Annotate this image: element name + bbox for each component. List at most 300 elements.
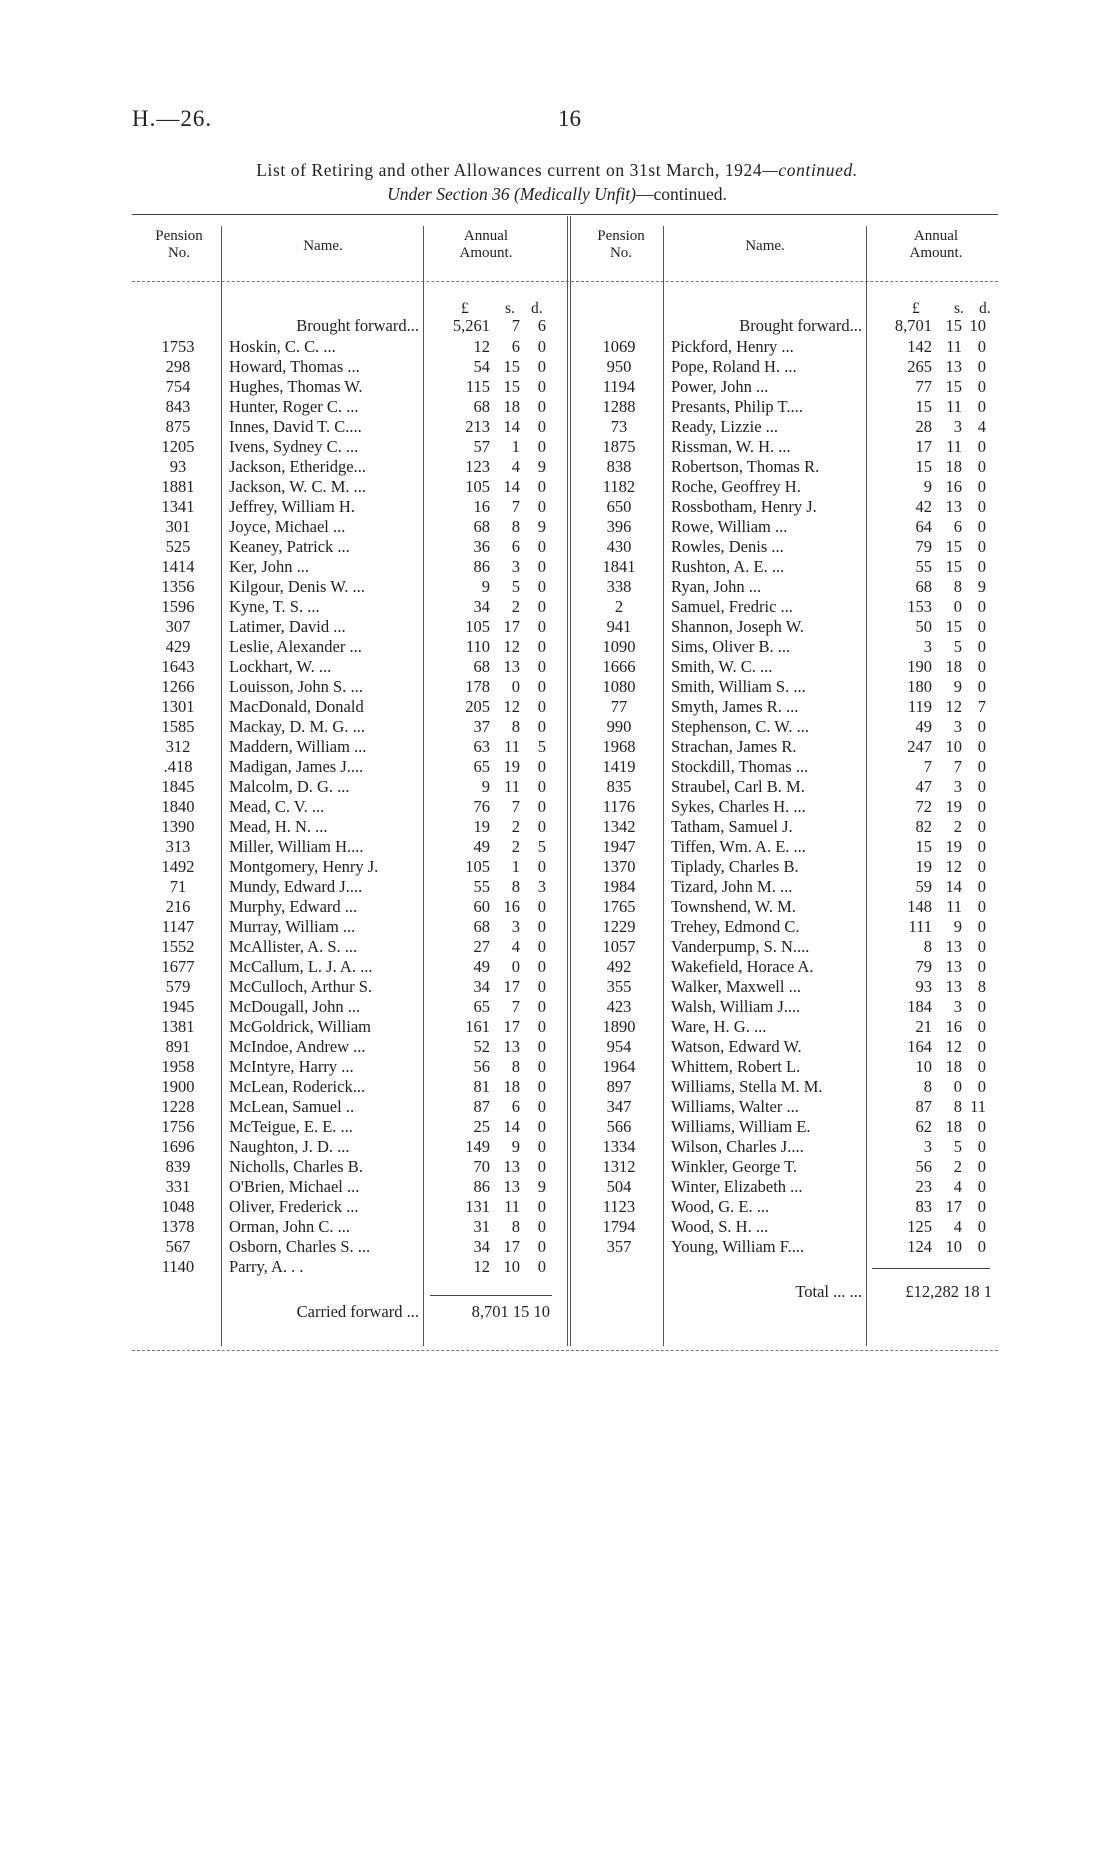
left-shillings-header: s. (505, 300, 515, 317)
amount-pence: 0 (537, 937, 546, 956)
amount-pounds: 119 (907, 697, 932, 716)
pensioner-name: Ware, H. G. ... (671, 1017, 767, 1036)
amount-pounds: 68 (473, 917, 490, 936)
pension-no: 1229 (602, 917, 636, 936)
amount-pence: 9 (537, 457, 546, 476)
amount-pounds: 34 (473, 597, 490, 616)
pensioner-name: Oliver, Frederick ... (229, 1197, 359, 1216)
right-table-row (0, 1077, 1114, 1097)
amount-pounds: 161 (465, 1017, 490, 1036)
pension-no: 1419 (602, 757, 636, 776)
amount-pence: 0 (977, 1157, 986, 1176)
right-table-row (0, 337, 1114, 357)
pensioner-name: McLean, Samuel .. (229, 1097, 355, 1116)
amount-pence: 0 (537, 557, 546, 576)
pension-no: 1968 (602, 737, 636, 756)
pensioner-name: Williams, Stella M. M. (671, 1077, 823, 1096)
pensioner-name: Samuel, Fredric ... (671, 597, 793, 616)
amount-shillings: 7 (511, 797, 520, 816)
amount-pence: 0 (537, 1217, 546, 1236)
amount-pounds: 31 (473, 1217, 490, 1236)
amount-pounds: 105 (465, 477, 490, 496)
amount-pounds: 105 (465, 617, 490, 636)
pension-no: 1341 (161, 497, 195, 516)
pensioner-name: Maddern, William ... (229, 737, 367, 756)
pension-no: 1964 (602, 1057, 636, 1076)
amount-pounds: 68 (473, 657, 490, 676)
amount-pence: 0 (537, 717, 546, 736)
amount-pence: 0 (977, 797, 986, 816)
left-brought-forward-pence: 6 (537, 316, 546, 335)
pensioner-name: Vanderpump, S. N.... (671, 937, 810, 956)
amount-pence: 3 (537, 877, 546, 896)
right-table-row (0, 957, 1114, 977)
amount-pence: 0 (537, 617, 546, 636)
pension-no: 347 (606, 1097, 632, 1116)
pension-no: 950 (606, 357, 632, 376)
pension-no: 1900 (161, 1077, 195, 1096)
pensioner-name: Nicholls, Charles B. (229, 1157, 363, 1176)
amount-pence: 0 (977, 717, 986, 736)
amount-shillings: 4 (953, 1177, 962, 1196)
amount-pounds: 56 (473, 1057, 490, 1076)
amount-shillings: 15 (503, 357, 520, 376)
pension-no: 492 (606, 957, 632, 976)
pension-no: 1176 (602, 797, 636, 816)
pensioner-name: Mundy, Edward J.... (229, 877, 363, 896)
amount-pounds: 142 (907, 337, 932, 356)
amount-shillings: 12 (945, 1037, 962, 1056)
amount-pence: 0 (977, 1177, 986, 1196)
amount-pence: 0 (537, 1077, 546, 1096)
amount-shillings: 12 (945, 857, 962, 876)
right-table-row (0, 1057, 1114, 1077)
amount-pounds: 15 (915, 457, 932, 476)
right-table-row (0, 1017, 1114, 1037)
amount-shillings: 11 (504, 737, 520, 756)
amount-pounds: 83 (915, 1197, 932, 1216)
amount-shillings: 0 (511, 957, 520, 976)
right-table-row (0, 877, 1114, 897)
pension-no: 1381 (161, 1017, 195, 1036)
pensioner-name: Shannon, Joseph W. (671, 617, 804, 636)
pension-no: 1643 (161, 657, 195, 676)
amount-shillings: 12 (945, 697, 962, 716)
pension-no: 1266 (161, 677, 195, 696)
pensioner-name: Howard, Thomas ... (229, 357, 360, 376)
amount-pence: 7 (977, 697, 986, 716)
amount-pence: 0 (537, 437, 546, 456)
pension-no: 754 (165, 377, 191, 396)
pension-no: .418 (163, 757, 193, 776)
amount-shillings: 16 (503, 897, 520, 916)
total-label: Total ... ... (795, 1282, 862, 1301)
pension-no: 1048 (161, 1197, 195, 1216)
amount-shillings: 2 (511, 837, 520, 856)
title-continued: —continued. (762, 160, 858, 180)
pension-no: 307 (165, 617, 191, 636)
pensioner-name: Malcolm, D. G. ... (229, 777, 350, 796)
pensioner-name: Murphy, Edward ... (229, 897, 358, 916)
amount-pounds: 205 (465, 697, 490, 716)
amount-pence: 0 (537, 497, 546, 516)
amount-pounds: 37 (473, 717, 490, 736)
pension-no: 73 (610, 417, 628, 436)
pensioner-name: Trehey, Edmond C. (671, 917, 800, 936)
pension-no: 1552 (161, 937, 195, 956)
pensioner-name: Leslie, Alexander ... (229, 637, 362, 656)
amount-pence: 0 (537, 477, 546, 496)
amount-shillings: 13 (945, 357, 962, 376)
total-amount: £12,282 18 1 (905, 1282, 992, 1301)
amount-shillings: 16 (945, 477, 962, 496)
pension-no: 1845 (161, 777, 195, 796)
left-name-header: Name. (303, 238, 343, 254)
pensioner-name: Townshend, W. M. (671, 897, 796, 916)
right-table-row (0, 717, 1114, 737)
amount-pence: 0 (977, 537, 986, 556)
amount-pounds: 76 (473, 797, 490, 816)
right-table-row (0, 1197, 1114, 1217)
pension-no: 1753 (161, 337, 195, 356)
pensioner-name: Watson, Edward W. (671, 1037, 802, 1056)
amount-pounds: 68 (915, 577, 932, 596)
amount-pence: 8 (977, 977, 986, 996)
amount-shillings: 11 (504, 1197, 520, 1216)
pensioner-name: Hunter, Roger C. ... (229, 397, 359, 416)
pensioner-name: McAllister, A. S. ... (229, 937, 358, 956)
pension-no: 1123 (602, 1197, 636, 1216)
amount-pence: 0 (977, 1137, 986, 1156)
amount-shillings: 3 (953, 417, 962, 436)
amount-shillings: 12 (503, 637, 520, 656)
amount-pence: 0 (977, 337, 986, 356)
pensioner-name: McDougall, John ... (229, 997, 361, 1016)
pension-no: 338 (606, 577, 632, 596)
amount-shillings: 7 (511, 497, 520, 516)
pensioner-name: Jackson, Etheridge... (229, 457, 367, 476)
amount-shillings: 10 (945, 1237, 962, 1256)
amount-pounds: 9 (923, 477, 932, 496)
amount-pounds: 47 (915, 777, 932, 796)
amount-pounds: 36 (473, 537, 490, 556)
amount-shillings: 2 (953, 1157, 962, 1176)
amount-pence: 9 (537, 517, 546, 536)
amount-shillings: 6 (511, 1097, 520, 1116)
amount-pounds: 190 (907, 657, 932, 676)
pensioner-name: Williams, William E. (671, 1117, 811, 1136)
pensioner-name: Pope, Roland H. ... (671, 357, 797, 376)
right-table-row (0, 917, 1114, 937)
right-table-row (0, 457, 1114, 477)
amount-shillings: 18 (945, 657, 962, 676)
amount-shillings: 3 (953, 777, 962, 796)
amount-shillings: 4 (511, 457, 520, 476)
amount-pounds: 68 (473, 397, 490, 416)
amount-pounds: 17 (915, 437, 932, 456)
amount-shillings: 10 (945, 737, 962, 756)
amount-pounds: 148 (907, 897, 932, 916)
right-table-row (0, 777, 1114, 797)
pension-no: 93 (169, 457, 187, 476)
pensioner-name: Murray, William ... (229, 917, 356, 936)
pensioner-name: Presants, Philip T.... (671, 397, 803, 416)
amount-pounds: 149 (465, 1137, 490, 1156)
amount-pounds: 59 (915, 877, 932, 896)
amount-shillings: 13 (503, 1177, 520, 1196)
pension-no: 331 (165, 1177, 191, 1196)
pensioner-name: Orman, John C. ... (229, 1217, 350, 1236)
amount-pence: 0 (977, 937, 986, 956)
pensioner-name: Tizard, John M. ... (671, 877, 793, 896)
subtitle-section: Under Section 36 (Medically Unfit) (387, 184, 636, 204)
amount-pounds: 86 (473, 1177, 490, 1196)
right-table-row (0, 757, 1114, 777)
amount-pounds: 81 (473, 1077, 490, 1096)
pensioner-name: Rushton, A. E. ... (671, 557, 785, 576)
pensioner-name: Latimer, David ... (229, 617, 346, 636)
amount-pence: 5 (537, 837, 546, 856)
amount-shillings: 6 (953, 517, 962, 536)
amount-shillings: 11 (504, 777, 520, 796)
amount-pounds: 87 (473, 1097, 490, 1116)
pension-no: 1312 (602, 1157, 636, 1176)
amount-pence: 0 (537, 1157, 546, 1176)
amount-shillings: 13 (945, 957, 962, 976)
pension-no: 1140 (161, 1257, 195, 1276)
pension-no: 1875 (602, 437, 636, 456)
amount-shillings: 18 (503, 397, 520, 416)
right-brought-forward-shillings: 15 (945, 316, 962, 335)
pension-no: 1182 (602, 477, 636, 496)
right-table-row (0, 1177, 1114, 1197)
amount-pounds: 28 (915, 417, 932, 436)
amount-pounds: 3 (923, 637, 932, 656)
amount-shillings: 9 (953, 677, 962, 696)
right-table-row (0, 817, 1114, 837)
pensioner-name: Ivens, Sydney C. ... (229, 437, 359, 456)
amount-pence: 0 (977, 877, 986, 896)
amount-shillings: 8 (953, 1097, 962, 1116)
amount-pence: 0 (977, 597, 986, 616)
pension-no: 71 (169, 877, 187, 896)
right-total-overline (872, 1268, 990, 1269)
amount-shillings: 11 (946, 337, 962, 356)
right-brought-forward-pence: 10 (969, 316, 986, 335)
amount-pounds: 79 (915, 537, 932, 556)
amount-pence: 0 (537, 757, 546, 776)
amount-shillings: 13 (945, 977, 962, 996)
amount-shillings: 3 (953, 997, 962, 1016)
pension-no: 579 (165, 977, 191, 996)
pensioner-name: Smith, W. C. ... (671, 657, 773, 676)
pensioner-name: Jeffrey, William H. (229, 497, 355, 516)
pensioner-name: Mackay, D. M. G. ... (229, 717, 365, 736)
right-table-row (0, 477, 1114, 497)
amount-pence: 0 (977, 437, 986, 456)
amount-pounds: 57 (473, 437, 490, 456)
amount-shillings: 19 (945, 837, 962, 856)
right-table-row (0, 517, 1114, 537)
right-table-row (0, 997, 1114, 1017)
right-pounds-header: £ (912, 300, 920, 317)
pensioner-name: Smith, William S. ... (671, 677, 806, 696)
pensioner-name: Montgomery, Henry J. (229, 857, 379, 876)
amount-shillings: 8 (511, 1217, 520, 1236)
amount-shillings: 13 (503, 1157, 520, 1176)
amount-shillings: 5 (511, 577, 520, 596)
right-brought-forward-label: Brought forward... (739, 316, 862, 335)
pension-no: 313 (165, 837, 191, 856)
right-table-row (0, 1137, 1114, 1157)
pension-no: 357 (606, 1237, 632, 1256)
amount-pence: 0 (977, 857, 986, 876)
amount-shillings: 8 (511, 717, 520, 736)
pension-no: 312 (165, 737, 191, 756)
pensioner-name: Ker, John ... (229, 557, 309, 576)
table-top-rule (132, 214, 998, 215)
pensioner-name: Lockhart, W. ... (229, 657, 332, 676)
pension-no: 77 (610, 697, 628, 716)
amount-pence: 0 (977, 1037, 986, 1056)
pensioner-name: Innes, David T. C.... (229, 417, 362, 436)
amount-pence: 0 (537, 1017, 546, 1036)
amount-pounds: 82 (915, 817, 932, 836)
amount-pounds: 115 (465, 377, 490, 396)
pensioner-name: Whittem, Robert L. (671, 1057, 801, 1076)
pensioner-name: Tatham, Samuel J. (671, 817, 793, 836)
amount-shillings: 17 (945, 1197, 962, 1216)
right-table-row (0, 977, 1114, 997)
pension-no: 1057 (602, 937, 636, 956)
amount-pounds: 70 (473, 1157, 490, 1176)
amount-pence: 0 (977, 397, 986, 416)
amount-pence: 0 (977, 1077, 986, 1096)
amount-shillings: 8 (953, 577, 962, 596)
pension-no: 566 (606, 1117, 632, 1136)
right-table-row (0, 417, 1114, 437)
pension-no: 1194 (602, 377, 636, 396)
amount-pence: 0 (537, 577, 546, 596)
amount-pence: 0 (977, 817, 986, 836)
pension-no: 525 (165, 537, 191, 556)
amount-pounds: 8 (923, 937, 932, 956)
amount-pounds: 65 (473, 757, 490, 776)
pensioner-name: McCallum, L. J. A. ... (229, 957, 373, 976)
amount-pounds: 42 (915, 497, 932, 516)
right-table-row (0, 1117, 1114, 1137)
pension-no: 301 (165, 517, 191, 536)
amount-pence: 0 (537, 1117, 546, 1136)
amount-pounds: 131 (465, 1197, 490, 1216)
amount-pounds: 49 (473, 957, 490, 976)
right-table-row (0, 617, 1114, 637)
amount-shillings: 8 (511, 1057, 520, 1076)
pensioner-name: Tiffen, Wm. A. E. ... (671, 837, 806, 856)
pensioner-name: Kilgour, Denis W. ... (229, 577, 365, 596)
pensioner-name: Wood, G. E. ... (671, 1197, 770, 1216)
pensioner-name: Stephenson, C. W. ... (671, 717, 809, 736)
amount-pence: 0 (537, 1057, 546, 1076)
pension-no: 1585 (161, 717, 195, 736)
pensioner-name: Sims, Oliver B. ... (671, 637, 791, 656)
pension-no: 1334 (602, 1137, 636, 1156)
amount-shillings: 6 (511, 337, 520, 356)
amount-pounds: 247 (907, 737, 932, 756)
right-brought-forward-row (0, 316, 1114, 336)
amount-pence: 0 (977, 897, 986, 916)
pension-no: 216 (165, 897, 191, 916)
right-table-row (0, 357, 1114, 377)
amount-shillings: 8 (511, 877, 520, 896)
amount-pence: 0 (977, 637, 986, 656)
pensioner-name: Louisson, John S. ... (229, 677, 363, 696)
amount-shillings: 14 (503, 417, 520, 436)
right-table-row (0, 677, 1114, 697)
pension-no: 835 (606, 777, 632, 796)
amount-pounds: 15 (915, 397, 932, 416)
amount-pounds: 213 (465, 417, 490, 436)
amount-shillings: 2 (511, 817, 520, 836)
amount-shillings: 16 (945, 1017, 962, 1036)
pension-no: 1228 (161, 1097, 195, 1116)
pension-no: 1696 (161, 1137, 195, 1156)
subtitle-continued: —continued. (635, 184, 727, 204)
right-table-row (0, 637, 1114, 657)
amount-pence: 0 (537, 677, 546, 696)
amount-pence: 0 (537, 657, 546, 676)
right-shillings-header: s. (954, 300, 964, 317)
amount-pounds: 265 (907, 357, 932, 376)
amount-shillings: 13 (945, 937, 962, 956)
pension-no: 504 (606, 1177, 632, 1196)
right-table-row (0, 577, 1114, 597)
amount-pence: 0 (977, 517, 986, 536)
amount-pounds: 79 (915, 957, 932, 976)
amount-shillings: 14 (503, 477, 520, 496)
carried-forward-amount: 8,701 15 10 (471, 1302, 550, 1321)
pensioner-name: Hughes, Thomas W. (229, 377, 363, 396)
pensioner-name: Rossbotham, Henry J. (671, 497, 817, 516)
amount-pence: 0 (977, 1197, 986, 1216)
pension-no: 1794 (602, 1217, 636, 1236)
amount-pence: 0 (977, 737, 986, 756)
amount-pounds: 180 (907, 677, 932, 696)
amount-pence: 0 (977, 1057, 986, 1076)
left-brought-forward-label: Brought forward... (296, 316, 419, 335)
pensioner-name: Wilson, Charles J.... (671, 1137, 804, 1156)
right-table-row (0, 1157, 1114, 1177)
amount-pounds: 27 (473, 937, 490, 956)
amount-pounds: 34 (473, 977, 490, 996)
amount-shillings: 18 (945, 457, 962, 476)
left-pounds-header: £ (461, 300, 469, 317)
pension-no: 1414 (161, 557, 195, 576)
pension-no: 1947 (602, 837, 636, 856)
amount-pence: 0 (977, 1117, 986, 1136)
amount-shillings: 17 (503, 617, 520, 636)
amount-pounds: 68 (473, 517, 490, 536)
pensioner-name: Pickford, Henry ... (671, 337, 794, 356)
amount-shillings: 13 (945, 497, 962, 516)
amount-pounds: 123 (465, 457, 490, 476)
amount-pence: 0 (537, 357, 546, 376)
amount-pence: 0 (977, 377, 986, 396)
right-table-row (0, 1037, 1114, 1057)
carried-forward-label: Carried forward ... (296, 1302, 419, 1321)
pensioner-name: Wakefield, Horace A. (671, 957, 814, 976)
amount-pounds: 86 (473, 557, 490, 576)
